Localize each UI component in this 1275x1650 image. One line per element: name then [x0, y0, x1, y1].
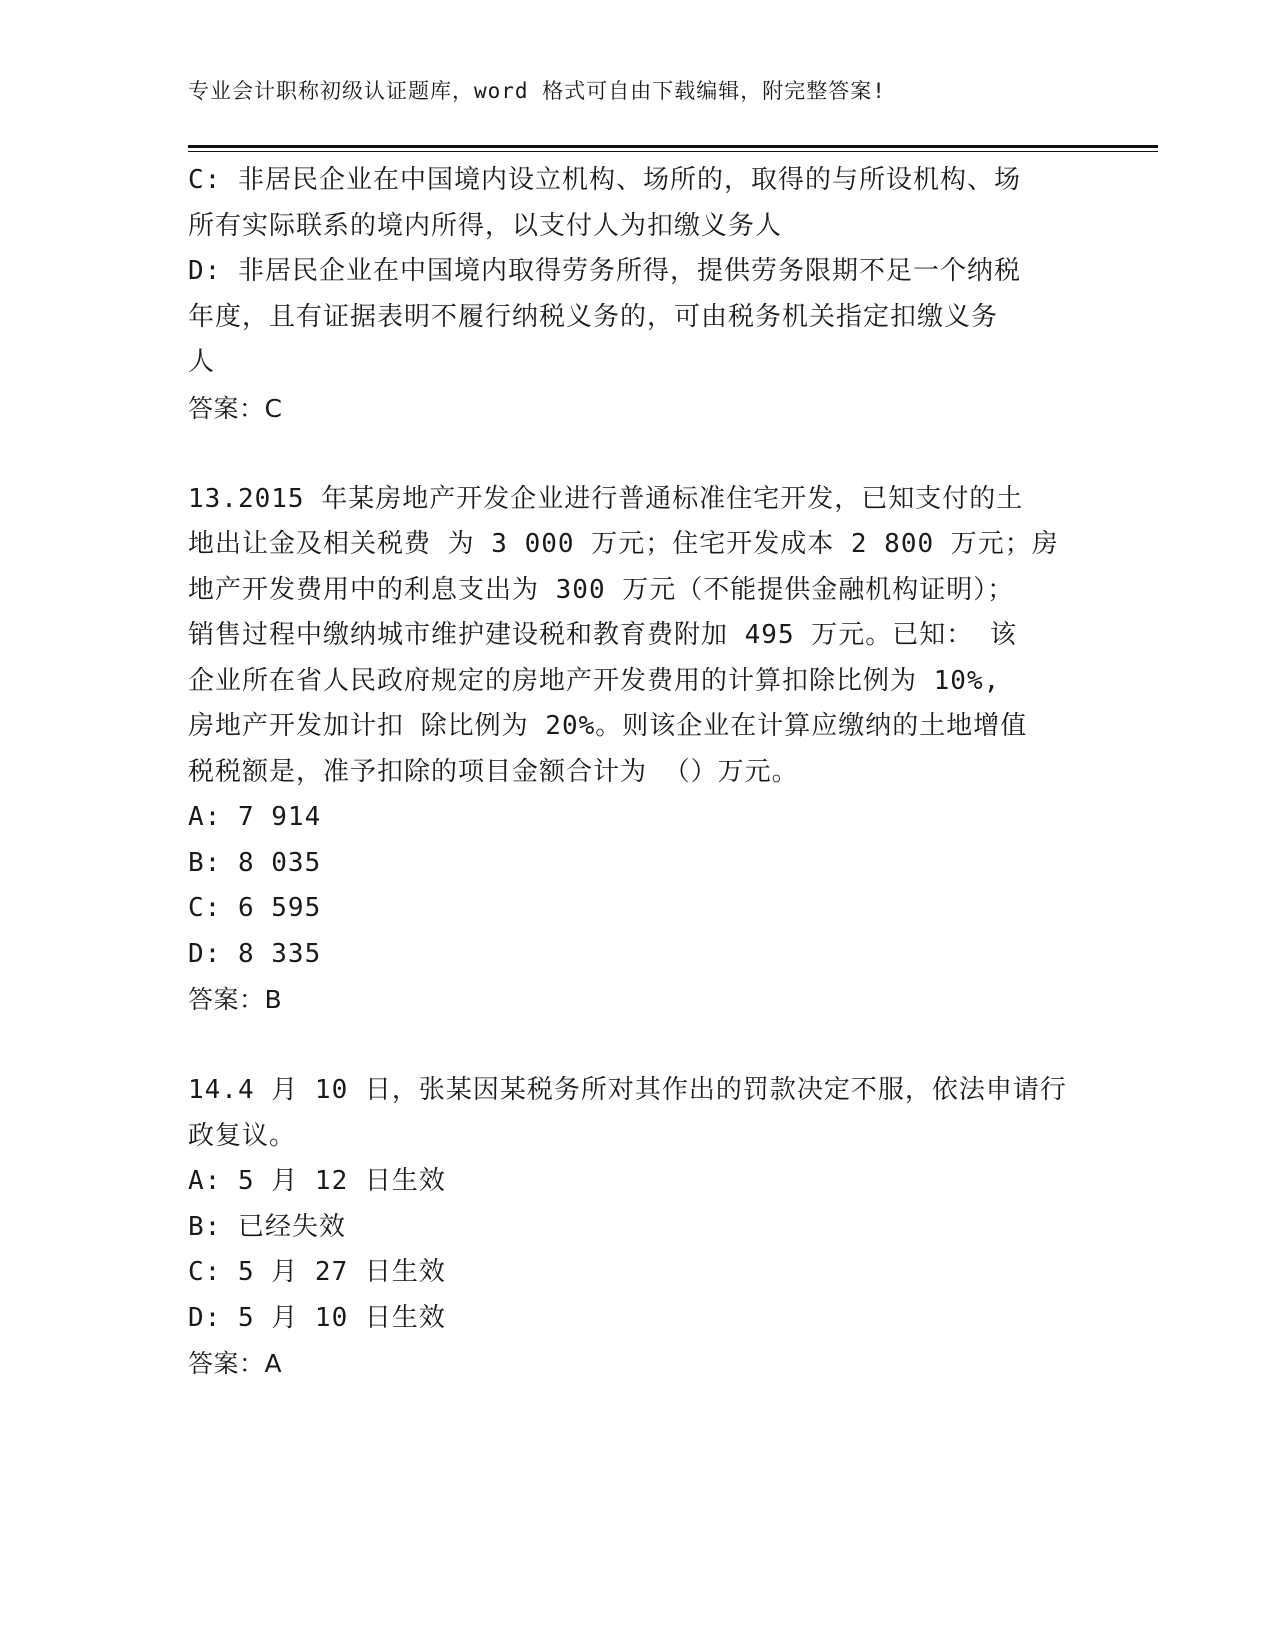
question-13	[188, 477, 1088, 1023]
q13-stem-line-1: 13.2015 年某房地产开发企业进行普通标准住宅开发，已知支付的土	[188, 483, 1024, 514]
answer-q14: 答案：A	[188, 1349, 283, 1378]
document-body	[188, 158, 1088, 1387]
spacer	[188, 1023, 1088, 1069]
q14-option-c: C: 5 月 27 日生效	[188, 1257, 446, 1287]
answer-q12: 答案：C	[188, 393, 283, 423]
header-rule-thick	[188, 145, 1158, 148]
q14-option-b: B: 已经失效	[188, 1211, 346, 1242]
q14-stem-line-1: 14.4 月 10 日，张某因某税务所对其作出的罚款决定不服，依法申请行	[188, 1075, 1067, 1105]
q13-option-d: D: 8 335	[188, 938, 322, 969]
option-c-line-1: C: 非居民企业在中国境内设立机构、场所的，取得的与所设机构、场	[188, 165, 1021, 195]
q13-option-a: A: 7 914	[188, 802, 322, 832]
q14-option-d: D: 5 月 10 日生效	[188, 1302, 446, 1333]
q14-stem-line-2: 政复议。	[188, 1120, 297, 1151]
q13-stem-line-5: 企业所在省人民政府规定的房地产开发费用的计算扣除比例为 10%,	[188, 665, 1001, 696]
q13-option-b: B: 8 035	[188, 847, 322, 878]
answer-q13: 答案：B	[188, 985, 283, 1014]
page-header: 专业会计职称初级认证题库，word 格式可自由下载编辑，附完整答案!	[188, 79, 886, 103]
option-d-line-1: D: 非居民企业在中国境内取得劳务所得，提供劳务限期不足一个纳税	[188, 256, 1021, 286]
header-rule-thin	[188, 151, 1158, 152]
q14-option-a: A: 5 月 12 日生效	[188, 1166, 446, 1196]
option-d-line-3: 人	[188, 347, 216, 377]
question-14	[188, 1068, 1088, 1387]
option-c-line-2: 所有实际联系的境内所得，以支付人为扣缴义务人	[188, 210, 783, 241]
q13-option-c: C: 6 595	[188, 893, 322, 923]
question-12-tail	[188, 158, 1088, 431]
q13-stem-line-6: 房地产开发加计扣 除比例为 20%。则该企业在计算应缴纳的土地增值	[188, 711, 1028, 741]
spacer	[188, 431, 1088, 477]
q13-stem-line-2: 地出让金及相关税费 为 3 000 万元；住宅开发成本 2 800 万元；房	[188, 529, 1059, 559]
option-d-line-2: 年度，且有证据表明不履行纳税义务的，可由税务机关指定扣缴义务	[188, 301, 999, 332]
q13-stem-line-7: 税税额是，准予扣除的项目金额合计为 （）万元。	[188, 756, 799, 787]
q13-stem-line-3: 地产开发费用中的利息支出为 300 万元（不能提供金融机构证明）；	[188, 574, 1015, 605]
q13-stem-line-4: 销售过程中缴纳城市维护建设税和教育费附加 495 万元。已知： 该	[188, 620, 1017, 650]
